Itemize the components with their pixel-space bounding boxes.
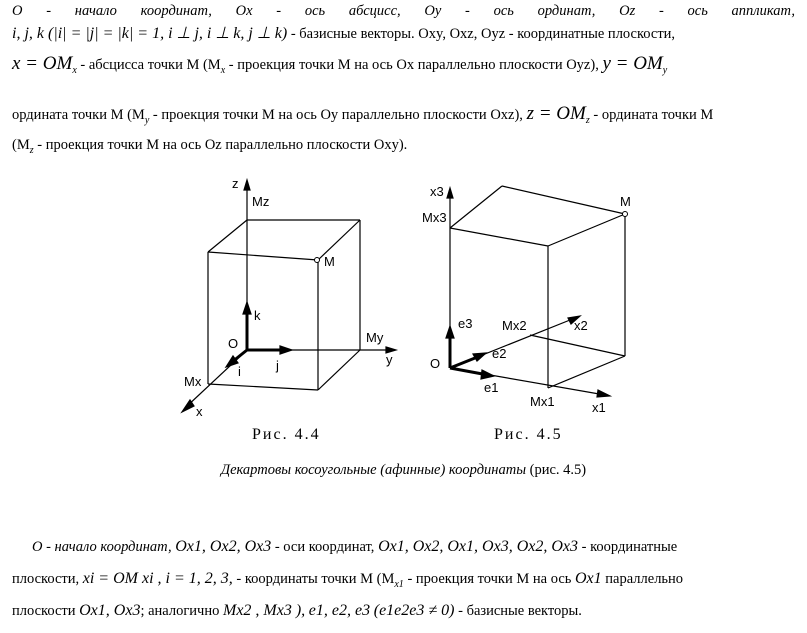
basis-vectors-math: i, j, k (|i| = |j| = |k| = 1, i ⊥ j, i ⊥ k, j ⊥ k)	[12, 25, 288, 42]
section1-line4-text: ордината точки M (M	[12, 107, 145, 123]
y-formula: y = OM	[602, 53, 663, 74]
section2-line3-c: ; аналогично	[140, 603, 220, 619]
affine-subtitle-italic: Декартовы косоугольные (афинные) координаты	[220, 462, 527, 478]
section1-line4	[12, 104, 795, 130]
label-i: i	[238, 364, 241, 379]
label-y: y	[386, 352, 393, 367]
section1-line2	[12, 24, 795, 44]
coordinate-formula: xi = OM xi , i = 1, 2, 3,	[82, 570, 233, 587]
x-formula: x = OM	[12, 53, 73, 74]
axes-list: Ox1, Ox2, Ox3	[175, 538, 272, 555]
section2-line2-c: - координаты точки M (M	[232, 571, 395, 587]
section2-line3	[12, 601, 795, 621]
box-edge	[208, 384, 318, 390]
section2-line3-g: - базисные векторы.	[454, 603, 582, 619]
label-x2: x2	[574, 318, 588, 333]
z-formula-sub: z	[585, 114, 590, 126]
section2-line1	[12, 537, 795, 557]
planes-list: Ox1, Ox2, Ox1, Ox3, Ox2, Ox3	[378, 538, 578, 555]
box-edge	[530, 335, 625, 356]
label-x1: x1	[592, 400, 606, 415]
point-m	[315, 258, 320, 263]
k-vector-arrow	[243, 302, 251, 314]
mx1-sub: x1	[394, 578, 404, 590]
label-j: j	[276, 358, 279, 373]
label-o2: O	[430, 356, 441, 371]
section1-line5	[12, 136, 795, 160]
label-k: k	[254, 308, 261, 323]
section1-line1	[12, 2, 795, 21]
label-mx: Mx	[184, 374, 202, 389]
section1-line4-text3: - ордината точки M	[589, 107, 714, 123]
label-mx2: Mx2	[502, 318, 527, 333]
z-axis-arrow	[244, 180, 250, 190]
section1-line2-text: - базисные векторы. Oxy, Oxz, Oyz - координатные плоскости,	[287, 26, 676, 42]
box-edge	[502, 186, 625, 214]
label-m: M	[324, 254, 335, 269]
section2-line3-a: плоскости	[12, 603, 76, 619]
label-z: z	[232, 176, 239, 191]
x1-axis-arrow	[597, 390, 610, 397]
label-o: O	[228, 336, 239, 351]
label-e3: e3	[458, 316, 473, 331]
section1-line3-text: - абсцисса точки M (M	[76, 57, 221, 73]
box-edge	[450, 228, 548, 246]
j-vector-arrow	[280, 346, 292, 354]
x3-axis-arrow	[447, 188, 453, 198]
basis-vectors-list: e1, e2, e3	[308, 602, 371, 619]
planes-ref: Ox1, Ox3	[79, 602, 141, 619]
box-edge	[208, 252, 318, 260]
section2-line2-f: параллельно	[601, 571, 684, 587]
label-mz: Mz	[252, 194, 270, 209]
x-formula-sub: x	[72, 64, 77, 76]
box-edge	[450, 186, 502, 228]
label-my: My	[366, 330, 384, 345]
box-edge	[548, 214, 625, 246]
box-edge	[548, 356, 625, 388]
mx-sub: x	[220, 64, 226, 76]
section2-line1-c: - оси координат,	[271, 539, 375, 555]
figure-4-5	[420, 170, 635, 420]
label-m2: M	[620, 194, 631, 209]
label-mx3: Mx3	[422, 210, 447, 225]
section1-line3	[12, 54, 795, 80]
point-m	[623, 212, 628, 217]
section1-line5-text: (M	[12, 137, 30, 153]
box-edge	[208, 220, 247, 252]
label-e1: e1	[484, 380, 499, 395]
figure-4-4-caption: Рис. 4.4	[252, 426, 321, 443]
affine-subtitle	[0, 462, 807, 479]
section2-line2-a: плоскости,	[12, 571, 80, 587]
label-mx1: Mx1	[530, 394, 555, 409]
section1-line1-text: O - начало координат, Ox - ось абсцисс, Oy - ось ординат, Oz - ось аппликат,	[12, 3, 795, 19]
e2-vector-arrow	[473, 353, 486, 361]
my-sub: y	[144, 114, 150, 126]
mz-sub: z	[29, 144, 34, 156]
section2-line1-e: - координатные	[578, 539, 678, 555]
e3-vector-arrow	[446, 326, 454, 338]
box-edge	[318, 350, 360, 390]
section2-line2	[12, 569, 795, 594]
ox1-axis-ref: Ox1	[575, 570, 602, 587]
label-x: x	[196, 404, 203, 419]
label-x3: x3	[430, 184, 444, 199]
section1-line3-text2: - проекция точки M на ось Ox параллельно плоскости Oyz),	[225, 57, 599, 73]
section2-line1-a: O - начало координат,	[32, 539, 172, 555]
figure-4-4	[170, 170, 410, 420]
projections-ref: Mx2 , Mx3 ),	[222, 602, 306, 619]
nonzero-condition: (e1e2e3 ≠ 0)	[373, 602, 455, 619]
section1-line5-text2: - проекция точки M на ось Oz параллельно плоскости Oxy).	[33, 137, 408, 153]
label-e2: e2	[492, 346, 507, 361]
e1-vector-arrow	[481, 370, 494, 379]
section1-line4-text2: - проекция точки M на ось Oy параллельно плоскости Oxz),	[149, 107, 523, 123]
section2-line2-d: - проекция точки M на ось	[403, 571, 572, 587]
y-formula-sub: y	[662, 64, 668, 76]
affine-subtitle-plain: (рис. 4.5)	[526, 462, 587, 478]
figure-4-5-caption: Рис. 4.5	[494, 426, 563, 443]
z-formula: z = OM	[526, 103, 586, 124]
